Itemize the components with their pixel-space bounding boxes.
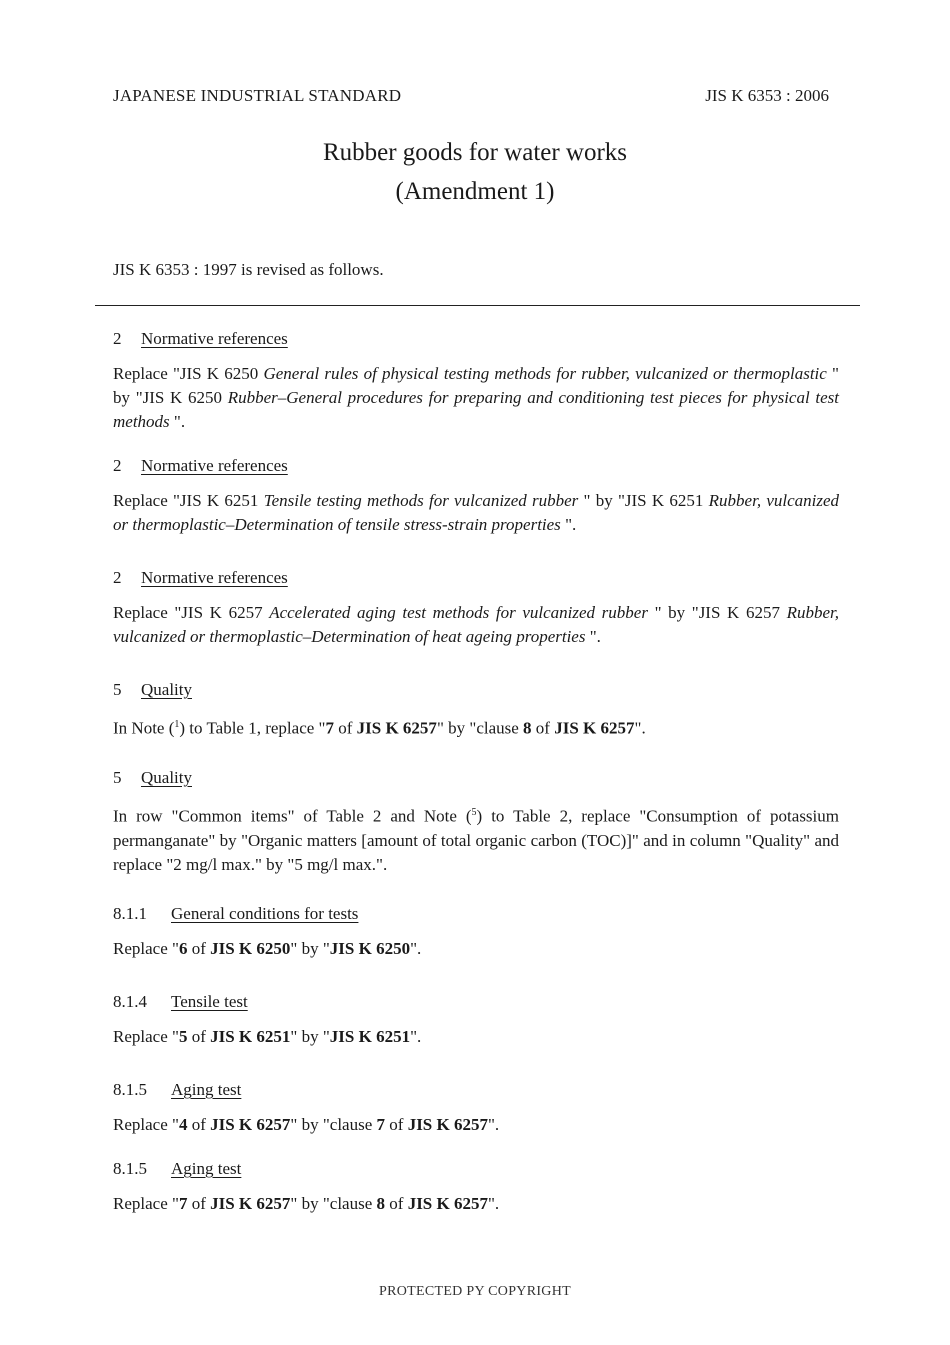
section-body [113,801,839,877]
section-title: Normative references [141,456,288,475]
section-heading [113,768,192,788]
section-body [113,362,839,434]
section-heading [113,329,288,349]
section-heading [113,992,248,1012]
body-text: Replace "JIS K 6251 [113,491,264,510]
body-bold: JIS K 6257 [210,1115,291,1134]
body-text: ". [410,939,422,958]
section-number: 8.1.5 [113,1080,147,1099]
document-title: Rubber goods for water works [322,139,628,166]
section-heading [113,904,358,924]
body-italic: General rules of physical testing methods for rubber, vulcanized or thermoplastic [263,364,827,383]
body-bold: JIS K 6257 [210,1194,291,1213]
body-text: " by "JIS K 6251 [578,491,709,510]
section-title: Quality [141,680,192,699]
body-bold: JIS K 6257 [356,718,437,738]
body-bold: 8 [376,1194,386,1213]
body-bold: JIS K 6251 [329,1027,411,1046]
body-bold: JIS K 6250 [210,939,291,958]
body-text: In row "Common items" of Table 2 and Note ( [113,806,472,826]
section-number: 8.1.5 [113,1159,147,1178]
body-text: ". [487,1194,500,1213]
section-body [113,1192,839,1216]
body-text: of [333,718,357,738]
section-number: 8.1.4 [113,992,147,1011]
section-number: 5 [113,680,122,699]
body-bold: 7 [325,718,334,738]
body-text: of [187,1027,211,1046]
section-number: 5 [113,768,122,787]
section-heading [113,1080,241,1100]
body-text: of [531,718,555,738]
section-body [113,937,839,961]
body-text: " by "JIS K 6250 [113,364,839,407]
copyright-footer: PROTECTED PY COPYRIGHT [379,1284,571,1299]
body-bold: 6 [178,939,188,958]
body-text: of [385,1115,408,1134]
body-text: ) to Table 1, replace " [179,718,326,738]
section-body [113,489,839,537]
section-body [113,1113,839,1137]
section-heading [113,568,288,588]
section-number: 8.1.1 [113,904,147,923]
section-body [113,1025,839,1049]
body-bold: JIS K 6257 [407,1115,488,1134]
section-title: Normative references [141,568,288,587]
body-text: " by " [290,1027,330,1046]
body-text: In Note ( [113,718,175,738]
divider [95,305,860,306]
section-heading [113,680,192,700]
header-standard-label: JAPANESE INDUSTRIAL STANDARD [113,86,402,105]
body-text: ". [634,718,646,738]
body-text: Replace " [113,939,179,958]
body-bold: 5 [178,1027,188,1046]
body-text: " by "clause [290,1115,377,1134]
body-bold: 7 [178,1194,188,1213]
section-heading [113,456,288,476]
body-text: of [187,1194,211,1213]
body-text: Replace "JIS K 6257 [113,603,270,622]
section-number: 2 [113,456,122,475]
body-text: ". [560,515,577,534]
body-text: of [187,1115,211,1134]
section-title: Quality [141,768,192,787]
body-text: Replace "JIS K 6250 [113,364,264,383]
body-bold: 7 [376,1115,386,1134]
section-title: General conditions for tests [171,904,359,923]
body-bold: 8 [523,718,532,738]
body-text: " by "clause [436,718,524,738]
section-heading [113,1159,241,1179]
body-text: ". [585,627,601,646]
note-superscript: 1 [174,719,180,730]
body-bold: 4 [178,1115,188,1134]
body-bold: JIS K 6257 [407,1194,488,1213]
document-subtitle: (Amendment 1) [395,178,555,205]
body-text: ) to Table 2, replace "Consumption of potassium permanganate" by "Organic matters [amount of total organic carbon (TOC)]" and in column "Quality" and replace "2 mg/l max." by "5 mg/l max.". [113,806,839,874]
section-title: Tensile test [171,992,248,1011]
body-italic: Rubber, vulcanized or thermoplastic–Determination of heat ageing properties [113,603,839,646]
body-text: of [385,1194,408,1213]
body-italic: Tensile testing methods for vulcanized rubber [263,491,579,510]
body-text: Replace " [113,1194,179,1213]
body-text: of [187,939,211,958]
body-text: ". [487,1115,500,1134]
section-number: 2 [113,329,122,348]
section-title: Normative references [141,329,288,348]
body-text: " by "clause [290,1194,377,1213]
section-title: Aging test [171,1159,242,1178]
header-standard-number: JIS K 6353 : 2006 [705,86,829,105]
body-bold: JIS K 6250 [329,939,411,958]
intro-text: JIS K 6353 : 1997 is revised as follows. [113,260,384,279]
section-number: 2 [113,568,122,587]
section-body [113,601,839,649]
body-text: " by "JIS K 6257 [647,603,787,622]
body-text: " by " [290,939,330,958]
section-body [113,713,839,741]
note-superscript: 5 [471,807,477,818]
section-title: Aging test [171,1080,242,1099]
body-text: ". [169,412,186,431]
body-italic: Rubber–General procedures for preparing and conditioning test pieces for physical test methods [113,388,839,431]
body-text: Replace " [113,1115,179,1134]
body-bold: JIS K 6257 [554,718,635,738]
body-text: Replace " [113,1027,179,1046]
body-italic: Accelerated aging test methods for vulcanized rubber [269,603,648,622]
body-italic: Rubber, vulcanized or thermoplastic–Determination of tensile stress-strain properties [113,491,840,534]
body-bold: JIS K 6251 [210,1027,291,1046]
body-text: ". [410,1027,422,1046]
